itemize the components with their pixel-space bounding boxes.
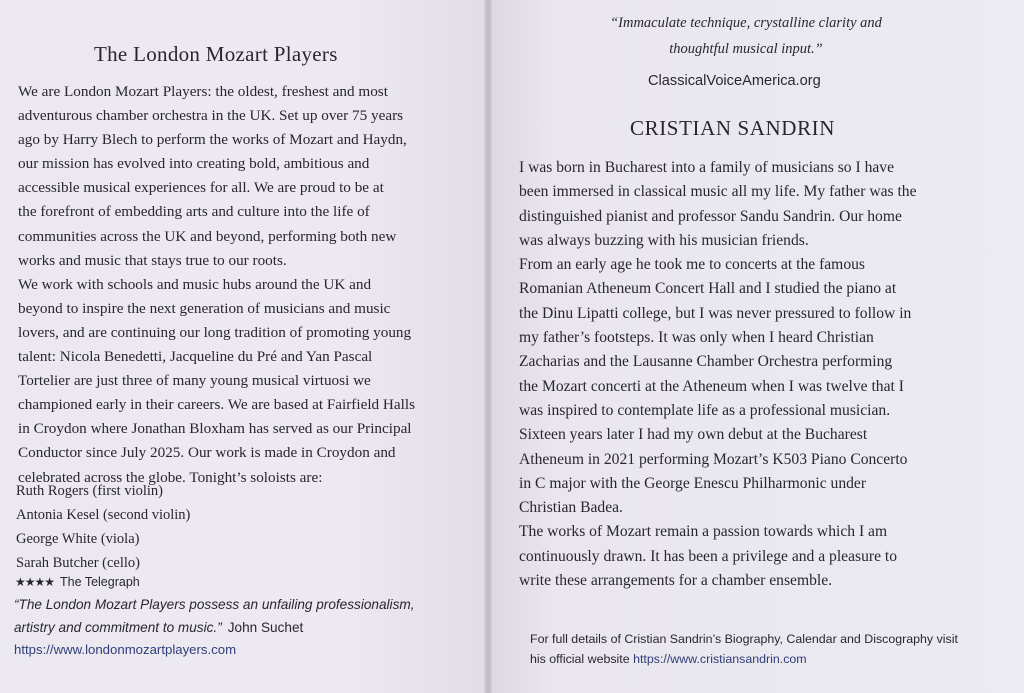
press-quote <box>596 10 896 62</box>
orchestra-description <box>18 80 442 490</box>
review-source: The Telegraph <box>60 575 140 589</box>
body-line: Romanian Atheneum Concert Hall and I studied the piano at <box>519 280 897 298</box>
orchestra-website-link[interactable]: https://www.londonmozartplayers.com <box>14 642 237 657</box>
body-line: communities across the UK and beyond, performing both new <box>18 227 397 245</box>
body-line: works and music that stays true to our roots. <box>18 251 287 269</box>
artist-footer-note <box>530 629 1010 669</box>
review-author: John Suchet <box>227 620 304 635</box>
soloist-item: George White (viola) <box>16 531 140 547</box>
body-line: We are London Mozart Players: the oldest, freshest and most <box>18 83 388 100</box>
body-line: Zacharias and the Lausanne Chamber Orchestra performing <box>519 353 893 371</box>
body-line: lovers, and are continuing our long tradition of promoting young <box>18 323 412 341</box>
body-line: continuously drawn. It has been a privilege and a pleasure to <box>519 547 898 565</box>
body-line: write these arrangements for a chamber ensemble. <box>519 572 833 590</box>
body-line: Christian Badea. <box>519 499 623 517</box>
body-line: accessible musical experiences for all. We are proud to be at <box>18 179 384 197</box>
body-line: the Dinu Lipatti college, but I was never pressured to follow in <box>519 304 912 322</box>
soloist-item: Antonia Kesel (second violin) <box>16 507 191 523</box>
body-line: We work with schools and music hubs around the UK and <box>18 275 372 293</box>
quote-line: thoughtful musical input.” <box>669 41 823 57</box>
footer-line: For full details of Cristian Sandrin’s Biography, Calendar and Discography visit <box>530 632 958 646</box>
artist-biography <box>519 156 985 593</box>
body-line: the forefront of embedding arts and culture into the life of <box>18 203 370 221</box>
body-line: championed early in their careers. We are based at Fairfield Halls <box>18 396 415 414</box>
artist-website-link[interactable]: https://www.cristiansandrin.com <box>633 652 807 666</box>
review-line: “The London Mozart Players possess an unfailing professionalism, <box>14 597 415 612</box>
artist-title: CRISTIAN SANDRIN <box>630 116 836 140</box>
body-line: Conductor since July 2025. Our work is made in Croydon and <box>18 444 396 462</box>
page-fold <box>484 0 492 693</box>
soloist-list <box>16 479 190 575</box>
body-line: Tortelier are just three of many young musical virtuosi we <box>18 372 371 390</box>
body-line: From an early age he took me to concerts at the famous <box>519 256 865 274</box>
body-line: my father’s footsteps. It was only when I heard Christian <box>519 329 874 347</box>
orchestra-title: The London Mozart Players <box>94 42 338 66</box>
soloist-item: Sarah Butcher (cello) <box>16 555 141 571</box>
review-line: artistry and commitment to music.” <box>14 620 222 635</box>
review-quote <box>14 593 454 639</box>
body-line: the Mozart concerti at the Atheneum when I was twelve that I <box>519 377 904 395</box>
body-line: in C major with the George Enescu Philharmonic under <box>519 474 867 492</box>
body-line: Sixteen years later I had my own debut at the Bucharest <box>519 426 868 444</box>
footer-prefix: his official website <box>530 652 630 666</box>
body-line: distinguished pianist and professor Sandu Sandrin. Our home <box>519 207 902 225</box>
body-line: ago by Harry Blech to perform the works of Mozart and Haydn, <box>18 131 407 149</box>
body-line: celebrated across the globe. Tonight’s soloists are: <box>18 468 323 486</box>
soloist-item: Ruth Rogers (first violin) <box>16 483 164 499</box>
review-rating <box>15 575 140 589</box>
body-line: been immersed in classical music all my life. My father was the <box>519 183 917 201</box>
quote-line: “Immaculate technique, crystalline clarity and <box>610 15 882 31</box>
body-line: in Croydon where Jonathan Bloxham has served as our Principal <box>18 420 412 438</box>
body-line: was inspired to contemplate life as a professional musician. <box>519 401 891 419</box>
body-line: Atheneum in 2021 performing Mozart’s K503 Piano Concerto <box>519 450 908 468</box>
body-line: our mission has evolved into creating bold, ambitious and <box>18 155 370 173</box>
body-line: adventurous chamber orchestra in the UK. Set up over 75 years <box>18 107 404 125</box>
body-line: I was born in Bucharest into a family of musicians so I have <box>519 159 895 176</box>
body-line: beyond to inspire the next generation of musicians and music <box>18 299 391 317</box>
star-rating-icon: ★★★★ <box>15 575 55 589</box>
body-line: The works of Mozart remain a passion towards which I am <box>519 523 888 541</box>
body-line: was always buzzing with his musician friends. <box>519 231 809 249</box>
body-line: talent: Nicola Benedetti, Jacqueline du Pré and Yan Pascal <box>18 348 373 366</box>
quote-source: ClassicalVoiceAmerica.org <box>648 73 821 89</box>
